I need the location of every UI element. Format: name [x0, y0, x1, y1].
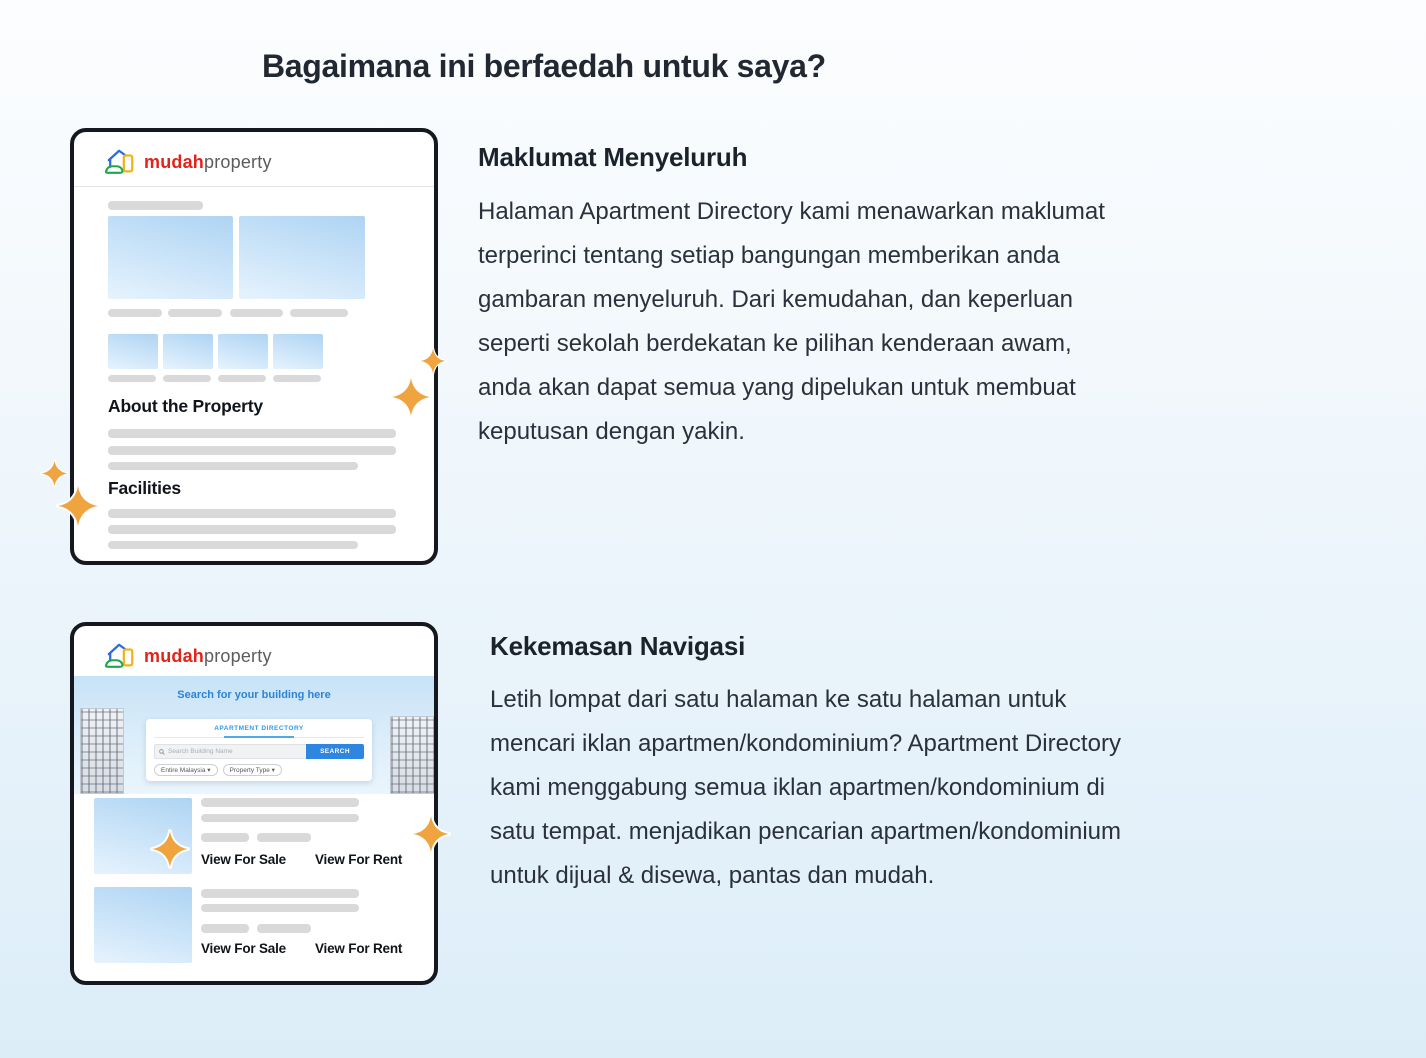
search-placeholder: Search Building Name [168, 748, 233, 755]
body-line: seperti sekolah berdekatan ke pilihan kenderaan awam, [478, 330, 1072, 357]
body-line: mencari iklan apartmen/kondominium? Apartment Directory [490, 730, 1121, 757]
caption-placeholder-bar [168, 309, 222, 317]
body-line: satu tempat. menjadikan pencarian apartmen/kondominium [490, 818, 1122, 845]
thumb-caption-bar [273, 375, 321, 382]
building-illustration-right [390, 716, 436, 794]
listing-text-bar [201, 833, 249, 842]
thumb-caption-bar [218, 375, 266, 382]
body-line: terperinci tentang setiap bangungan memberikan anda [478, 242, 1060, 269]
thumbnail-placeholder [273, 334, 323, 369]
text-placeholder-bar [108, 525, 396, 534]
view-for-sale-link[interactable]: View For Sale [201, 941, 286, 956]
listing-image-placeholder [94, 887, 192, 963]
title-placeholder-bar [108, 201, 203, 210]
apartment-directory-widget [146, 719, 372, 781]
property-page-mockup-card [70, 128, 438, 565]
listing-text-bar [257, 833, 311, 842]
gallery-image-placeholder [108, 216, 233, 299]
page-title: Bagaimana ini berfaedah untuk saya? [262, 48, 826, 84]
listing-text-bar [201, 904, 359, 912]
body-line: Letih lompat dari satu halaman ke satu halaman untuk [490, 686, 1067, 713]
filter-property-type-dropdown[interactable]: Property Type ▾ [223, 764, 282, 776]
brand-wordmark: mudahproperty [144, 151, 272, 172]
thumb-caption-bar [163, 375, 211, 382]
caption-placeholder-bar [290, 309, 348, 317]
filter-location-dropdown[interactable]: Entire Malaysia ▾ [154, 764, 218, 776]
text-placeholder-bar [108, 541, 358, 549]
tab-active-underline [224, 736, 294, 738]
gallery-image-placeholder [239, 216, 365, 299]
section-heading-navigasi: Kekemasan Navigasi [490, 631, 746, 661]
sparkle-icon [391, 377, 431, 417]
text-placeholder-bar [108, 462, 358, 470]
body-line: Halaman Apartment Directory kami menawarkan maklumat [478, 198, 1105, 225]
sparkle-icon [151, 830, 189, 868]
building-search-input[interactable] [154, 744, 306, 759]
listing-text-bar [201, 924, 249, 933]
thumbnail-placeholder [163, 334, 213, 369]
sparkle-icon [420, 348, 446, 374]
mudah-property-logo [104, 639, 272, 673]
section-heading-maklumat: Maklumat Menyeluruh [478, 142, 748, 172]
mudah-logo-icon [104, 641, 138, 671]
sparkle-icon [57, 485, 99, 527]
apartment-directory-mockup-card [70, 622, 438, 985]
view-for-rent-link[interactable]: View For Rent [315, 941, 403, 956]
thumbnail-placeholder [218, 334, 268, 369]
sparkle-icon [412, 815, 450, 853]
text-placeholder-bar [108, 446, 396, 455]
listing-text-bar [201, 889, 359, 898]
building-illustration-left [80, 708, 124, 794]
section-body-navigasi [490, 678, 1121, 898]
view-for-rent-link[interactable]: View For Rent [315, 852, 403, 867]
sparkle-icon [41, 460, 68, 487]
body-line: untuk dijual & disewa, pantas dan mudah. [490, 862, 935, 889]
header-divider [74, 186, 434, 187]
body-line: kami menggabung semua iklan apartmen/kondominium di [490, 774, 1105, 801]
text-placeholder-bar [108, 429, 396, 438]
search-icon [159, 749, 165, 755]
listing-text-bar [201, 798, 359, 807]
hero-title: Search for your building here [177, 689, 331, 701]
body-line: anda akan dapat semua yang dipelukan untuk membuat [478, 374, 1076, 401]
text-placeholder-bar [108, 509, 396, 518]
listing-text-bar [257, 924, 311, 933]
tab-apartment-directory[interactable]: APARTMENT DIRECTORY [214, 725, 304, 732]
listing-text-bar [201, 814, 359, 822]
body-line: keputusan dengan yakin. [478, 418, 745, 445]
search-hero-banner [74, 676, 434, 794]
caption-placeholder-bar [108, 309, 162, 317]
mudah-logo-icon [104, 147, 138, 177]
about-property-heading: About the Property [108, 396, 263, 416]
mudah-property-logo [104, 145, 272, 179]
body-line: gambaran menyeluruh. Dari kemudahan, dan keperluan [478, 286, 1074, 313]
thumb-caption-bar [108, 375, 156, 382]
brand-wordmark: mudahproperty [144, 645, 272, 666]
facilities-heading: Facilities [108, 478, 181, 498]
search-button[interactable]: SEARCH [306, 744, 364, 759]
section-body-maklumat [478, 190, 1105, 454]
view-for-sale-link[interactable]: View For Sale [201, 852, 286, 867]
thumbnail-placeholder [108, 334, 158, 369]
caption-placeholder-bar [230, 309, 283, 317]
